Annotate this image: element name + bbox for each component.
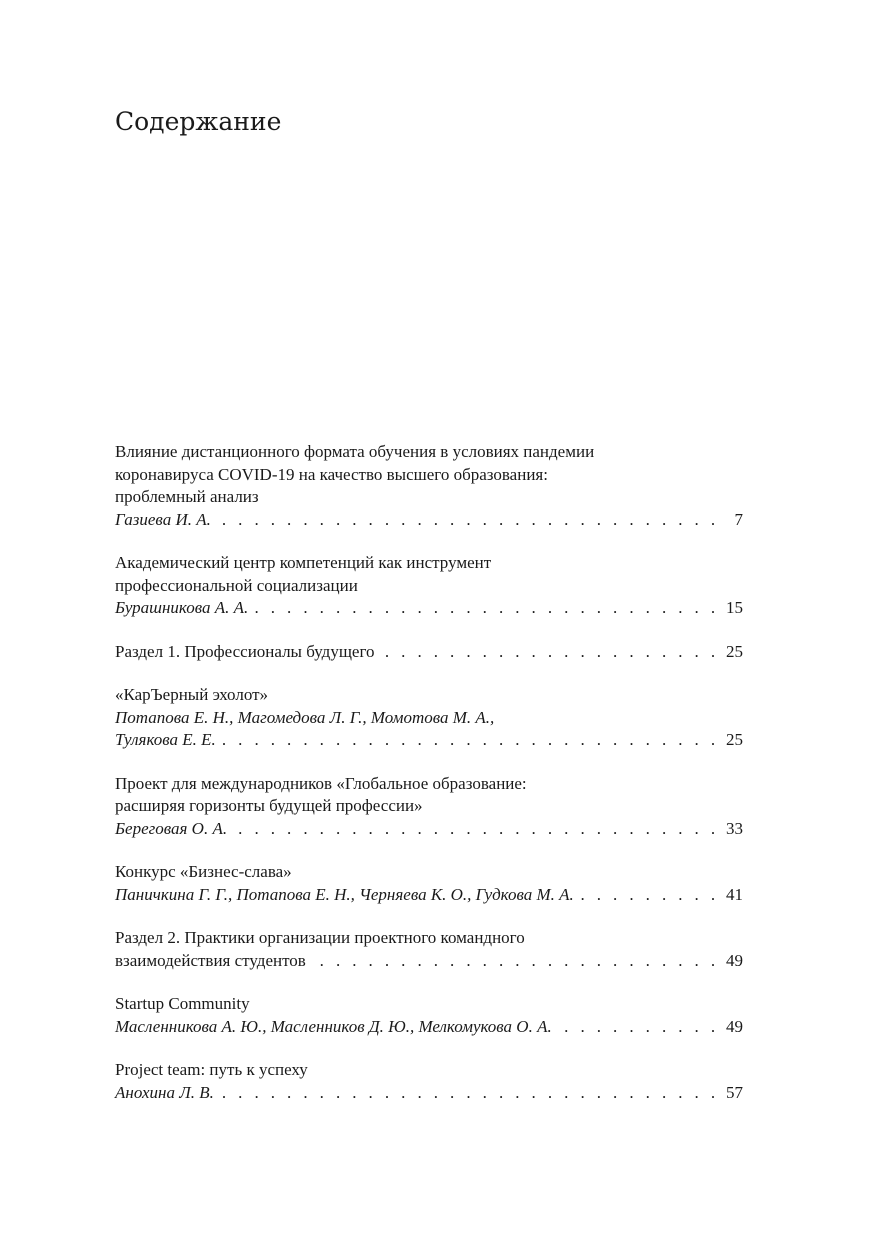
toc-leader-line: [115, 884, 743, 907]
toc-entry-title-line: Академический центр компетенций как инструмент: [115, 553, 492, 572]
toc-entry[interactable]: [115, 861, 743, 906]
toc-entry-title-line: Project team: путь к успеху: [115, 1060, 308, 1079]
toc-entry-title-line: коронавируса COVID-19 на качество высшего образования:: [115, 464, 548, 484]
toc-page-number: 57: [726, 1082, 743, 1102]
toc-entry-authors: Газиева И. А.: [115, 509, 211, 529]
toc-page-number: 7: [734, 509, 743, 529]
toc-entry-title-line: «КарЪерный эхолот»: [115, 685, 269, 704]
toc-leader-line: [115, 1016, 743, 1039]
dot-leader: [233, 818, 719, 841]
toc-leader-line: [115, 1082, 743, 1105]
page-title: Содержание: [115, 107, 282, 136]
toc-leader-line: [115, 597, 743, 620]
toc-page-number: 33: [726, 818, 743, 838]
toc-leader-line: [115, 509, 743, 532]
toc-entry[interactable]: [115, 441, 743, 531]
toc-leader-line: [115, 729, 743, 752]
toc-entry[interactable]: [115, 773, 743, 841]
toc-entry[interactable]: [115, 552, 743, 620]
toc-page-number: 49: [726, 950, 743, 970]
toc-page-number: 25: [726, 730, 743, 749]
toc-entry[interactable]: [115, 684, 743, 752]
toc-leader-line: [115, 950, 743, 973]
toc-section-title: Раздел 1. Профессионалы будущего: [115, 641, 375, 661]
toc-leader-line: [115, 641, 743, 664]
toc-entry-authors: Анохина Л. В.: [115, 1082, 214, 1102]
toc-page-number: 15: [726, 598, 743, 617]
dot-leader: [580, 884, 719, 907]
toc-entry-title-line: проблемный анализ: [115, 487, 259, 506]
dot-leader: [222, 729, 719, 752]
toc-entry-title-line: Конкурс «Бизнес-слава»: [115, 862, 292, 881]
toc-section-title: Раздел 2. Практики организации проектного командного: [115, 928, 525, 947]
toc-entry-title-line: расширяя горизонты будущей профессии»: [115, 796, 423, 815]
toc-entry-authors: Масленникова А. Ю., Масленников Д. Ю., Мелкомукова О. А.: [115, 1016, 552, 1036]
toc-entry[interactable]: [115, 993, 743, 1038]
dot-leader: [312, 950, 719, 973]
toc-entry-authors: Паничкина Г. Г., Потапова Е. Н., Черняева К. О., Гудкова М. А.: [115, 884, 574, 904]
toc-entry-authors: Тулякова Е. Е.: [115, 730, 216, 749]
toc-entry-authors: Потапова Е. Н., Магомедова Л. Г., Момотова М. А.,: [115, 707, 495, 727]
toc-section-entry[interactable]: [115, 641, 743, 664]
toc-entry-title-line: профессиональной социализации: [115, 575, 358, 595]
toc-entry-title-line: Startup Community: [115, 994, 250, 1013]
toc-entry[interactable]: [115, 1059, 743, 1104]
toc-section-entry[interactable]: [115, 927, 743, 972]
dot-leader: [254, 597, 719, 620]
table-of-contents: [115, 441, 743, 1125]
toc-section-title: взаимодействия студентов: [115, 950, 306, 970]
toc-page-number: 49: [726, 1016, 743, 1036]
dot-leader: [558, 1016, 719, 1039]
toc-page-number: 25: [726, 641, 743, 661]
toc-entry-title-line: Проект для международников «Глобальное образование:: [115, 773, 527, 793]
toc-entry-authors: Бурашникова А. А.: [115, 598, 249, 617]
toc-entry-authors: Береговая О. А.: [115, 818, 228, 838]
dot-leader: [381, 641, 720, 664]
toc-entry-title-line: Влияние дистанционного формата обучения в условиях пандемии: [115, 442, 595, 461]
toc-leader-line: [115, 818, 743, 841]
toc-page-number: 41: [726, 884, 743, 904]
dot-leader: [220, 1082, 719, 1105]
dot-leader: [217, 509, 719, 532]
